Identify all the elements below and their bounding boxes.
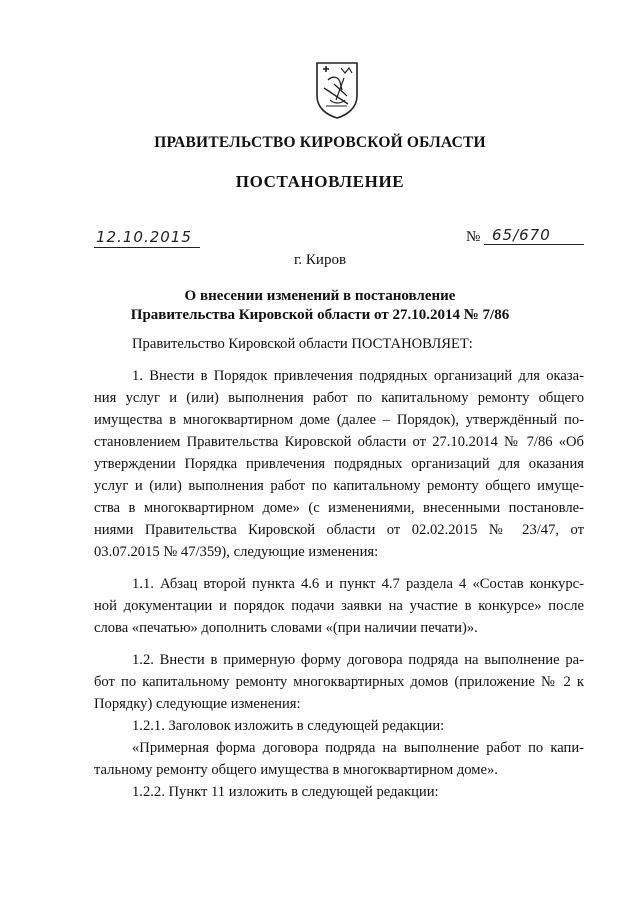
paragraph-1-2-2: 1.2.2. Пункт 11 изложить в следующей редакции: bbox=[132, 784, 439, 800]
issuing-authority: ПРАВИТЕЛЬСТВО КИРОВСКОЙ ОБЛАСТИ bbox=[154, 134, 486, 151]
paragraph-quote bbox=[94, 737, 584, 781]
text-line: услуг и (или) выполнения работ по капитальному ремонту общего имуще- bbox=[94, 478, 584, 494]
text-line: становлением Правительства Кировской области от 27.10.2014 № 7/86 «Об bbox=[94, 434, 584, 450]
text-line: 1.2. Внести в примерную форму договора подряда на выполнение ра- bbox=[132, 652, 584, 668]
number-label: № bbox=[466, 229, 481, 245]
handwritten-date: 12.10.2015 bbox=[94, 228, 200, 248]
coat-of-arms-emblem bbox=[314, 60, 360, 120]
text-line: 1. Внести в Порядок привлечения подрядных организаций для оказа- bbox=[132, 368, 584, 384]
document-body bbox=[94, 333, 584, 803]
text-line: слова «печатью» дополнить словами «(при наличии печати)». bbox=[94, 620, 478, 636]
coat-of-arms-icon bbox=[314, 60, 360, 120]
text-line: 03.07.2015 № 47/359), следующие изменения: bbox=[94, 544, 379, 560]
text-line: Порядку) следующие изменения: bbox=[94, 696, 301, 712]
text-line: утверждении Порядка привлечения подрядных организаций для оказания bbox=[94, 456, 584, 472]
text-line: «Примерная форма договора подряда на выполнение работ по капи- bbox=[132, 740, 584, 756]
text-line: ной документации и порядок подачи заявки на участие в конкурсе» после bbox=[94, 598, 584, 614]
handwritten-document-number: 65/670 bbox=[484, 226, 584, 245]
text-line: ния услуг и (или) выполнения работ по капитальному ремонту общего bbox=[94, 390, 584, 406]
text-line: ства в многоквартирном доме» (с изменениями, внесенными постановле- bbox=[94, 500, 584, 516]
subject-line: Правительства Кировской области от 27.10.2014 № 7/86 bbox=[130, 307, 510, 323]
paragraph-1-2 bbox=[94, 649, 584, 715]
text-line: 1.1. Абзац второй пункта 4.6 и пункт 4.7 раздела 4 «Состав конкурс- bbox=[132, 576, 584, 592]
text-line: имущества в многоквартирном доме (далее – Порядок), утверждённый по- bbox=[94, 412, 584, 428]
paragraph-1-2-1: 1.2.1. Заголовок изложить в следующей редакции: bbox=[132, 718, 445, 734]
document-type-title: ПОСТАНОВЛЕНИЕ bbox=[235, 172, 405, 191]
text-line: тальному ремонту общего имущества в многоквартирном доме». bbox=[94, 762, 498, 778]
city-of-issue: г. Киров bbox=[293, 252, 347, 268]
paragraph-1-1 bbox=[94, 573, 584, 639]
text-line: бот по капитальному ремонту многоквартирных домов (приложение № 2 к bbox=[94, 674, 584, 690]
paragraph-1 bbox=[94, 365, 584, 563]
text-line: ниями Правительства Кировской области от 02.02.2015 № 23/47, от bbox=[94, 522, 584, 538]
subject-line: О внесении изменений в постановление bbox=[184, 288, 456, 304]
document-subject bbox=[0, 287, 640, 325]
preamble-paragraph: Правительство Кировской области ПОСТАНОВЛЯЕТ: bbox=[132, 336, 473, 352]
